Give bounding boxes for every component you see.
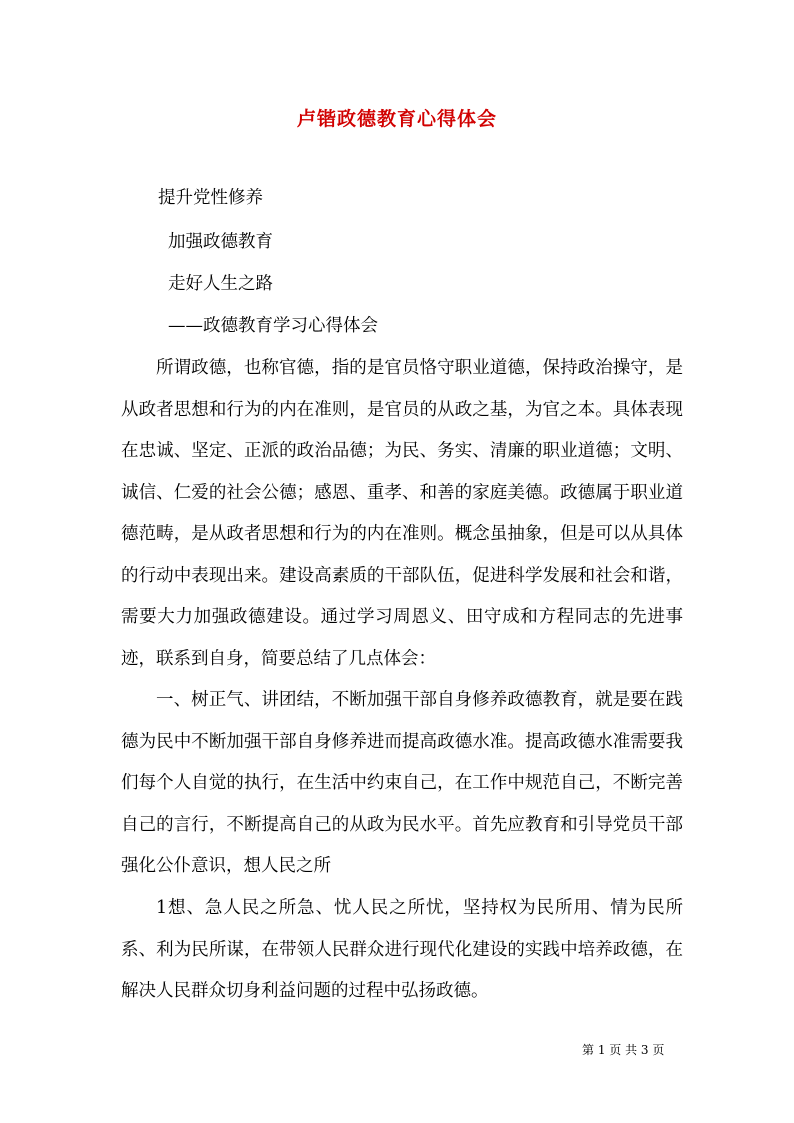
subtitle-line-4: ——政德教育学习心得体会 bbox=[168, 316, 378, 336]
subtitle-line-3: 走好人生之路 bbox=[168, 274, 273, 294]
page-number-footer: 第 1 页 共 3 页 bbox=[582, 1043, 665, 1057]
subtitle-line-1: 提升党性修养 bbox=[158, 188, 263, 208]
subtitle-line-2: 加强政德教育 bbox=[168, 232, 273, 252]
body-paragraph-3: 1想、急人民之所急、忧人民之所忧，坚持权为民所用、情为民所系、利为民所谋，在带领人民群众进行现代化建设的实践中培养政德，在解决人民群众切身利益问题的过程中弘扬政德。 bbox=[121, 898, 683, 1001]
body-paragraph-1: 所谓政德，也称官德，指的是官员恪守职业道德，保持政治操守，是从政者思想和行为的内在准则，是官员的从政之基，为官之本。具体表现在忠诚、坚定、正派的政治品德；为民、务实、清廉的职业道德；文明、诚信、仁爱的社会公德；感恩、重孝、和善的家庭美德。政德属于职业道德范畴，是从政者思想和行为的内在准则。概念虽抽象，但是可以从具体的行动中表现出来。建设高素质的干部队伍，促进科学发展和社会和谐，需要大力加强政德建设。通过学习周恩义、田守成和方程同志的先进事迹，联系到自身，简要总结了几点体会： bbox=[121, 358, 683, 669]
document-title: 卢锴政德教育心得体会 bbox=[296, 108, 497, 130]
body-paragraph-2: 一、树正气、讲团结，不断加强干部自身修养政德教育，就是要在践德为民中不断加强干部自身修养进而提高政德水准。提高政德水准需要我们每个人自觉的执行，在生活中约束自己，在工作中规范自己，不断完善自己的言行，不断提高自己的从政为民水平。首先应教育和引导党员干部强化公仆意识，想人民之所 bbox=[121, 690, 683, 876]
